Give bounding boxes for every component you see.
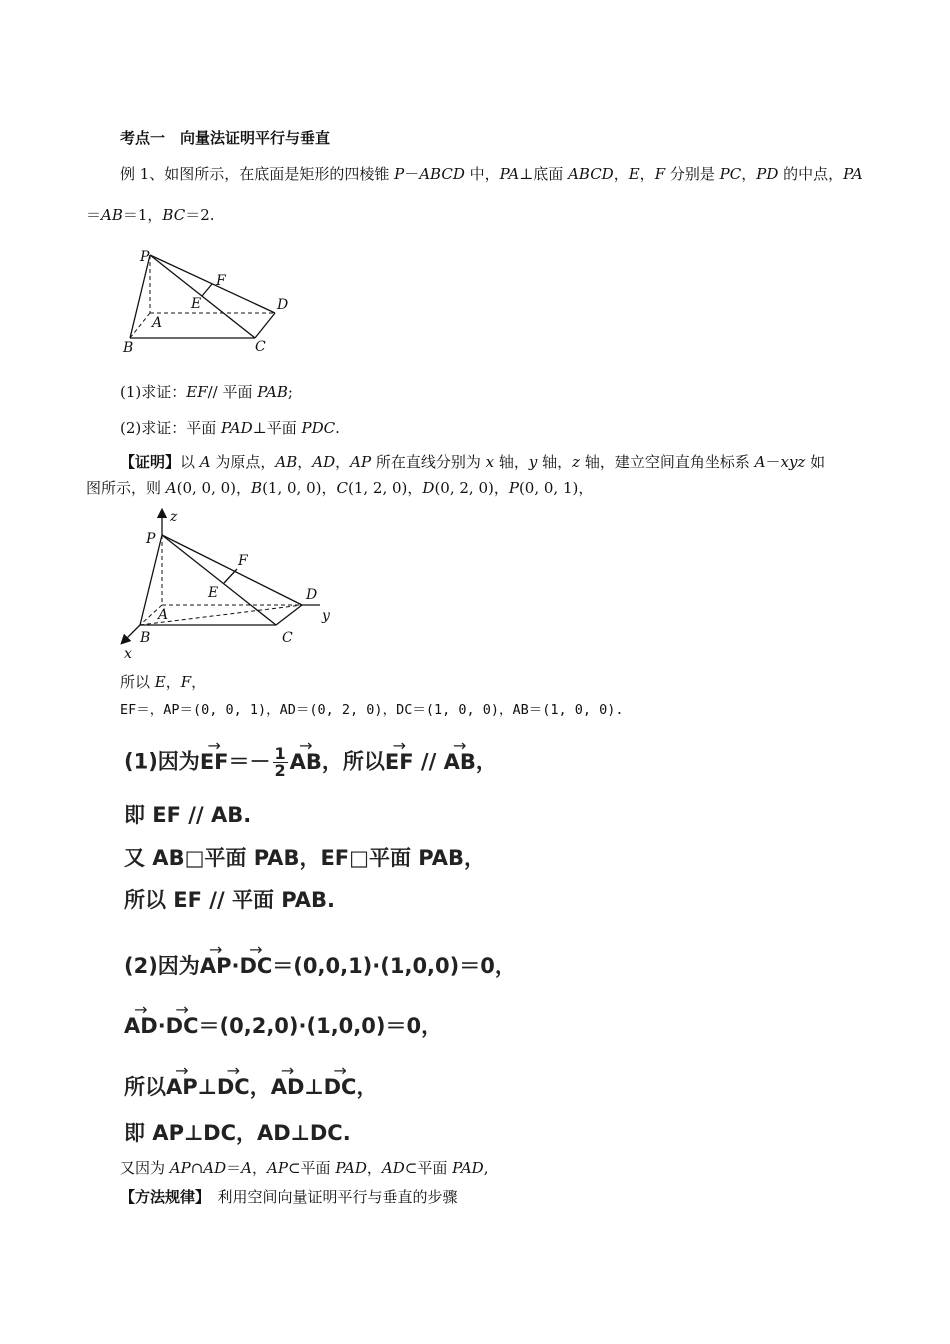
- proof-part2-line2: → AD·→ DC＝(0,2,0)·(1,0,0)＝0，: [124, 1012, 442, 1040]
- fig2-label-e: E: [208, 585, 219, 601]
- fraction-one-half: $\frac{1}{2}$: [274, 744, 286, 780]
- fig2-label-x: x: [124, 646, 132, 662]
- example-problem-line-1: 例 1、如图所示，在底面是矩形的四棱锥 P－ABCD 中，PA⊥底面 ABCD，E，F 分别是 PC，PD 的中点，PA: [120, 165, 863, 183]
- proof-part2-line4: 即 AP⊥DC，AD⊥DC.: [124, 1121, 351, 1145]
- proof-part2-line1: (2)因为→ AP·→ DC＝(0,0,1)·(1,0,0)＝0，: [124, 952, 516, 980]
- proof-tag: 【证明】: [120, 453, 181, 471]
- fig1-label-p: P: [140, 249, 150, 265]
- fig2-label-p: P: [146, 531, 156, 547]
- fig2-label-a: A: [158, 607, 169, 623]
- fig1-label-f: F: [216, 273, 226, 289]
- proof-part1-line3: 又 AB□平面 PAB，EF□平面 PAB，: [124, 846, 486, 870]
- fig1-label-d: D: [277, 297, 289, 313]
- proof-part1-line1: (1)因为→ EF＝－ $\frac{1}{2}$ → AB，所以→ EF // → AB，: [124, 746, 497, 779]
- fig2-label-f: F: [238, 553, 248, 569]
- question-2: (2)求证：平面 PAD⊥平面 PDC.: [120, 419, 340, 437]
- fig1-label-c: C: [255, 339, 266, 355]
- proof-line-1: 【证明】以 A 为原点，AB，AD，AP 所在直线分别为 x 轴，y 轴，z 轴，建立空间直角坐标系 A－xyz 如: [120, 453, 826, 471]
- method-tag: 【方法规律】: [120, 1188, 203, 1206]
- fig1-label-b: B: [123, 340, 134, 356]
- pyramid-figure-1: [110, 245, 310, 360]
- proof-part1-line4: 所以 EF // 平面 PAB.: [124, 888, 335, 912]
- fig2-label-c: C: [282, 630, 293, 646]
- fig2-label-b: B: [140, 630, 151, 646]
- so-line: 所以 E，F，: [120, 673, 207, 691]
- proof-line-2: 图所示，则 A(0, 0, 0)，B(1, 0, 0)，C(1, 2, 0)，D(0, 2, 0)，P(0, 0, 1)，: [86, 479, 594, 497]
- fig1-label-a: A: [152, 315, 163, 331]
- fig1-label-e: E: [191, 296, 202, 312]
- section-heading: 考点一 向量法证明平行与垂直: [120, 129, 331, 147]
- also-because-line: 又因为 AP∩AD＝A，AP⊂平面 PAD，AD⊂平面 PAD,: [120, 1159, 489, 1177]
- question-1: (1)求证：EF// 平面 PAB;: [120, 383, 293, 401]
- vector-values-line: EF＝，AP＝(0, 0, 1)，AD＝(0, 2, 0)，DC＝(1, 0, 0)，AB＝(1, 0, 0).: [120, 702, 624, 718]
- fig2-label-z: z: [170, 509, 178, 525]
- fig2-label-d: D: [306, 587, 318, 603]
- example-problem-line-2: ＝AB＝1，BC＝2.: [86, 206, 215, 224]
- method-line: 【方法规律】 利用空间向量证明平行与垂直的步骤: [120, 1188, 458, 1206]
- proof-part2-line3: 所以→ AP⊥→ DC，→ AD⊥→ DC，: [124, 1073, 377, 1101]
- proof-part1-line2: 即 EF // AB.: [124, 803, 252, 827]
- coordinate-figure-2: [110, 505, 340, 665]
- fig2-label-y: y: [322, 608, 330, 624]
